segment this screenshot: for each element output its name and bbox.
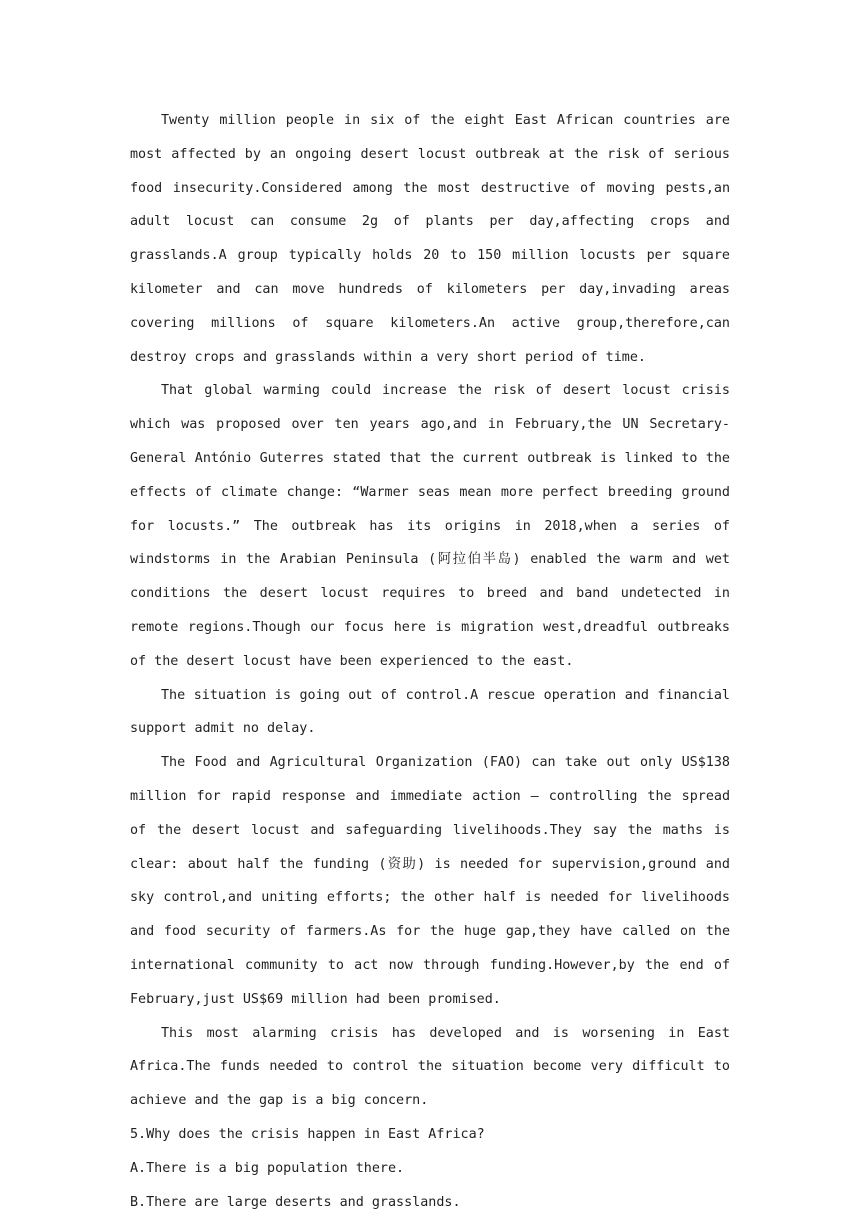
passage-paragraph-2: That global warming could increase the risk of desert locust crisis which was proposed over ten years ago,and in February,the UN Secretary-General António Guterres stated that the current outbreak is linked to the effects of climate change: “Warmer seas mean more perfect breeding ground for locusts.” The outbreak has its origins in 2018,when a series of windstorms in the Arabian Peninsula (阿拉伯半岛) enabled the warm and wet conditions the desert locust requires to breed and band undetected in remote regions.Though our focus here is migration west,dreadful outbreaks of the desert locust have been experienced to the east. bbox=[130, 374, 730, 678]
question-stem: 5.Why does the crisis happen in East Africa? bbox=[130, 1118, 730, 1152]
passage-paragraph-5: This most alarming crisis has developed and is worsening in East Africa.The funds needed to control the situation become very difficult to achieve and the gap is a big concern. bbox=[130, 1017, 730, 1118]
question-option-a: A.There is a big population there. bbox=[130, 1152, 730, 1186]
passage-paragraph-1: Twenty million people in six of the eight East African countries are most affected by an ongoing desert locust outbreak at the risk of serious food insecurity.Considered among the most destructive of moving pests,an adult locust can consume 2g of plants per day,affecting crops and grasslands.A group typically holds 20 to 150 million locusts per square kilometer and can move hundreds of kilometers per day,invading areas covering millions of square kilometers.An active group,therefore,can destroy crops and grasslands within a very short period of time. bbox=[130, 104, 730, 374]
document-page bbox=[130, 104, 730, 1219]
passage-paragraph-4: The Food and Agricultural Organization (FAO) can take out only US$138 million for rapid response and immediate action — controlling the spread of the desert locust and safeguarding livelihoods.They say the maths is clear: about half the funding (资助) is needed for supervision,ground and sky control,and uniting efforts; the other half is needed for livelihoods and food security of farmers.As for the huge gap,they have called on the international community to act now through funding.However,by the end of February,just US$69 million had been promised. bbox=[130, 746, 730, 1016]
passage-paragraph-3: The situation is going out of control.A rescue operation and financial support admit no delay. bbox=[130, 679, 730, 747]
question-option-b: B.There are large deserts and grasslands. bbox=[130, 1186, 730, 1219]
